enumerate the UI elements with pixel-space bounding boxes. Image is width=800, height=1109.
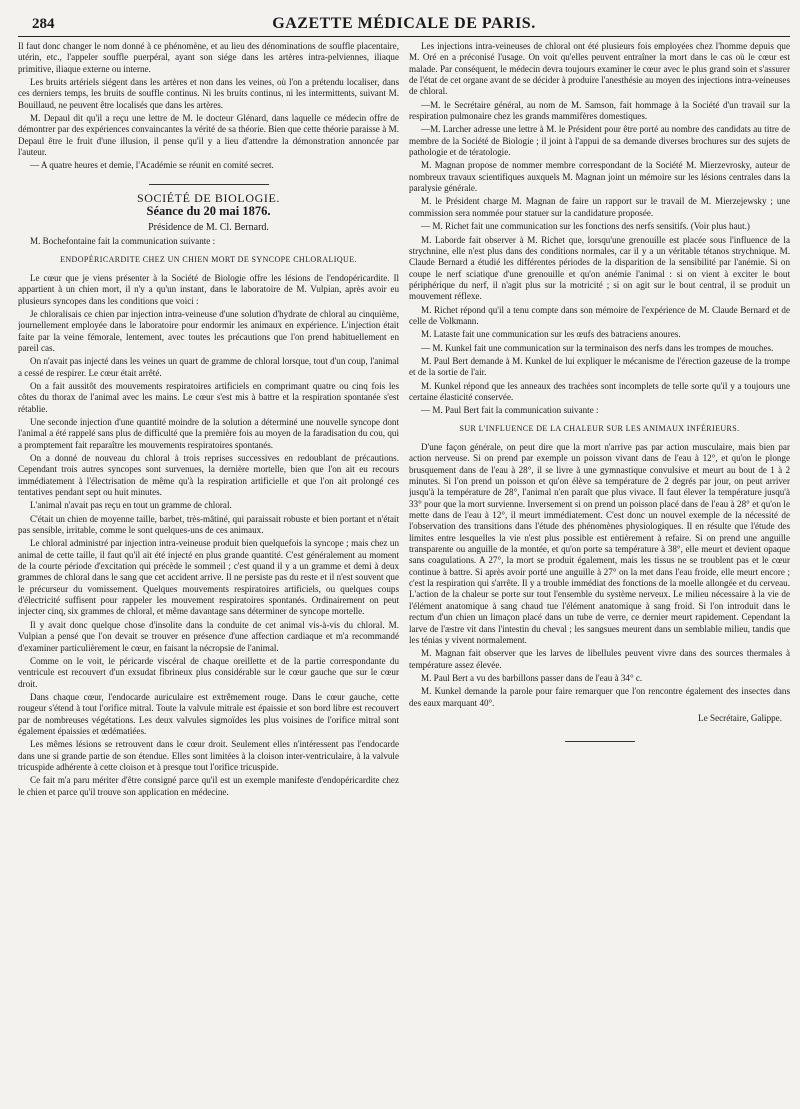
paragraph: M. Magnan fait observer que les larves de libellules peuvent vivre dans des sources thermales à température assez élevée. bbox=[409, 648, 790, 670]
paragraph: Dans chaque cœur, l'endocarde auriculaire est extrêmement rouge. Dans le cœur gauche, cette rougeur s'étend à tout l'orifice mitral. Toute la valvule mitrale est épaissie et son bord libre est recouvert par de nombreuses végétations. Les deux valvules sigmoïdes les plus voisines de l'orifice mitral sont également épaissies et œdématiées. bbox=[18, 691, 399, 736]
paragraph: Les bruits artériels siégent dans les artères et non dans les veines, où l'on a prétendu localiser, dans ces derniers temps, les bruits de souffle continus. Ni les bruits continus, ni les intermittents, suivant M. Bouillaud, ne peuvent être localisés que dans les artères. bbox=[18, 77, 399, 110]
paragraph: — A quatre heures et demie, l'Académie se réunit en comité secret. bbox=[30, 160, 274, 171]
paragraph: On n'avait pas injecté dans les veines un quart de gramme de chloral lorsque, tout d'un coup, l'animal a cessé de respirer. Le cœur était arrêté. bbox=[18, 356, 399, 378]
paragraph: —M. le Secrétaire général, au nom de M. Samson, fait hommage à la Société d'un travail sur la respiration pulmonaire chez les grands mammifères domestiques. bbox=[409, 99, 790, 122]
paragraph: M. Paul Bert a vu des barbillons passer dans de l'eau à 34° c. bbox=[421, 672, 643, 683]
paragraph: M. le Président charge M. Magnan de faire un rapport sur le travail de M. Mierzejewsky ; une commission sera nommée pour statuer sur la candidature proposée. bbox=[409, 196, 790, 218]
paragraph: Les mêmes lésions se retrouvent dans le cœur droit. Seulement elles n'intéressent pas l'endocarde dans une si grande partie de son étendue. Elles sont limitées à la cloison inter-ventriculaire, à la valvule tricuspide adhérente à cette cloison et à presque tout l'orifice tricuspide. bbox=[18, 739, 399, 772]
presidency-line: Présidence de M. Cl. Bernard. bbox=[148, 221, 269, 233]
paragraph: M. Paul Bert demande à M. Kunkel de lui expliquer le mécanisme de l'érection gazeuse de la trompe et de la sortie de l'air. bbox=[409, 355, 790, 378]
paragraph: C'était un chien de moyenne taille, barbet, très-mâtiné, qui paraissait robuste et bien portant et n'était pas sensible, irritable, comme le sont quelques-uns de ces animaux. bbox=[18, 513, 399, 536]
text-columns bbox=[18, 41, 790, 1106]
signature: Le Secrétaire, Galippe. bbox=[698, 712, 782, 723]
paragraph: —M. Larcher adresse une lettre à M. le Président pour être porté au nombre des candidats au titre de membre de la Société de Biologie ; il joint à l'appui de sa demande diverses brochures sur des sujets de pathologie et de tératologie. bbox=[409, 124, 790, 158]
paragraph: On a donné de nouveau du chloral à trois reprises successives en redoublant de précautions. Cependant trois autres syncopes sont survenues, la dernière mortelle, bien que l'on ait eu recours immédiatement à l'électrisation de même qu'à la respiration artificielle et que l'on ait prolongé ces tentatives pendant sept ou huit minutes. bbox=[18, 453, 399, 498]
right-column bbox=[409, 41, 790, 1106]
paragraph: M. Richet répond qu'il a tenu compte dans son mémoire de l'expérience de M. Claude Bernard et de celle de Volkmann. bbox=[409, 304, 790, 326]
paragraph: M. Depaul dit qu'il a reçu une lettre de M. le docteur Glénard, dans laquelle ce médecin offre de démontrer par des expériences convaincantes la vérité de sa théorie. Bien que cette théorie paraisse à M. Depaul être le fruit d'une illusion, il pense qu'il y a lieu d'attendre la démonstration annoncée par l'auteur. bbox=[18, 113, 399, 158]
paragraph: Le cœur que je viens présenter à la Société de Biologie offre les lésions de l'endopéricardite. Il appartient à un chien mort, il n'y a qu'un instant, dans le laboratoire de M. Vulpian, après avoir eu plusieurs syncopes dans les conditions que voici : bbox=[18, 272, 399, 306]
left-column bbox=[18, 41, 399, 1106]
paragraph: M. Kunkel demande la parole pour faire remarquer que l'on rencontre également des insectes dans des eaux marquant 40°. bbox=[409, 686, 790, 708]
paragraph: Les injections intra-veineuses de chloral ont été plusieurs fois employées chez l'homme depuis que M. Oré en a préconisé l'usage. On voit qu'elles peuvent entraîner la mort dans le cas où le cœur est malade. Par conséquent, le médecin devra toujours examiner le cœur avec le plus grand soin et s'assurer de l'état de cet organe avant de se décider à produire l'anesthésie au moyen des injections intra-veineuses de chloral. bbox=[409, 41, 790, 97]
paragraph: D'une façon générale, on peut dire que la mort n'arrive pas par action musculaire, mais bien par action nerveuse. Si on prend par exemple un poisson vivant dans de l'eau à 12°, et qu'on le plonge brusquement dans de l'eau à 28°, il se livre à une gymnastique convulsive et meurt au bout de 1 à 2 minutes. Si l'on prend un poisson et qu'on élève sa température de 2 degrés par jour, on peut arriver jusqu'à la température de 28°, l'animal n'en paraît que plus vivace. Il faut élever la température jusqu'à 33° pour que la mort survienne. Inversement si on prend un poisson placé dans de l'eau à 28° et qu'on le mette dans de l'eau à 12°, il meurt immédiatement. C'est donc un nouvel exemple de la nécessité de l'observation des transitions dans l'étude des phénomènes physiologiques. Il en résulte que l'étude des limites entre lesquelles la vie n'est plus possible est entièrement à refaire. Si on prend une anguille transparente ou anguille de la montée, et qu'on porte sa température à 38°, elle meurt et devient opaque sans coagulations. A 27°, la mort se produit également, mais les tissus ne se troublent pas et le cœur continue à battre. Si après avoir porté une anguille à 27° on la met dans l'eau froide, elle meurt encore ; c'est la respiration qui s'arrête. Il y a trouble immédiat des fonctions de la moelle allongée et du cerveau. L'action de la chaleur se porte sur tout l'ensemble du système nerveux. Le milieu nécessaire à la vie de l'élément anatomique à sang chaud tue l'élément anatomique à sang froid. Si l'on introduit dans le rectum d'un chien un limaçon placé dans un tube de verre, ce dernier meurt rapidement. Cependant la larve de l'æstre vit dans l'intestin du cheval ; les sangsues meurent dans un semblable milieu, tandis que les ténias y vivent normalement. bbox=[409, 442, 790, 645]
paragraph: Comme on le voit, le péricarde viscéral de chaque oreillette et de la partie correspondante du ventricule est recouvert d'un exsudat fibrineux plus considérable sur le cœur gauche que sur le cœur droit. bbox=[18, 655, 399, 689]
paragraph: Il y avait donc quelque chose d'insolite dans la conduite de cet animal vis-à-vis du chloral. M. Vulpian a pensé que l'on devait se trouver en présence d'une affection cardiaque et m'a recommandé d'examiner particulièrement le cœur, en faisant la nécropsie de l'animal. bbox=[18, 619, 399, 653]
paragraph: Une seconde injection d'une quantité moindre de la solution a déterminé une nouvelle syncope dont l'animal a été rappelé sans plus de difficulté que la première fois au moyen de la faradisation du cou, qui a promptement fait reparaître les mouvements respiratoires spontanés. bbox=[18, 416, 399, 450]
journal-title: GAZETTE MÉDICALE DE PARIS. bbox=[272, 15, 536, 32]
paragraph: Il faut donc changer le nom donné à ce phénomène, et au lieu des dénominations de souffle placentaire, utérin, etc., l'appeler souffle puerpéral, ayant son siége dans les artères intra-pelviennes, iliaque primitive, iliaque externe ou interne. bbox=[18, 41, 399, 74]
paragraph: M. Bochefontaine fait la communication suivante : bbox=[30, 236, 216, 247]
paragraph: M. Kunkel répond que les anneaux des trachées sont incomplets de telle sorte qu'il y a toujours une certaine élasticité conservée. bbox=[409, 380, 790, 402]
paragraph: M. Magnan propose de nommer membre correspondant de la Société M. Mierzevrosky, auteur de nombreux travaux scientifiques auxquels M. Magnan joint un mémoire sur les lésions centrales dans la paralysie générale. bbox=[409, 160, 790, 194]
article-subheading: ENDOPÉRICARDITE CHEZ UN CHIEN MORT DE SYNCOPE CHLORALIQUE. bbox=[60, 254, 357, 264]
paragraph: Le chloral administré par injection intra-veineuse produit bien quelquefois la syncope ; mais chez un animal de cette taille, il faut qu'il ait été injecté en plus grande quantité. C'est généralement au moment de la courte période d'excitation qui précède le sommeil ; c'est quand il y a un gramme et demi à deux grammes de chloral dans le sang que cet accident arrive. Il ne persiste pas du reste et il n'est souvent que le précurseur du vomissement. Quelques mouvements respiratoires artificiels, ou quelques coups d'électricité suffisent pour rappeler les mouvement respiratoires spontanés. Ordinairement on peut injecter cinq, six grammes de chloral, et même davantage sans déterminer de syncope mortelle. bbox=[18, 538, 399, 617]
paragraph: Je chloralisais ce chien par injection intra-veineuse d'une solution d'hydrate de chloral au cinquième, journellement employée dans le laboratoire pour endormir les animaux en expérience. L'injection était faite par la veine fémorale, lentement, avec toutes les précautions que l'on prend habituellement en pareil cas. bbox=[18, 308, 399, 353]
paragraph: M. Laborde fait observer à M. Richet que, lorsqu'une grenouille est placée sous l'influence de la strychnine, elle n'est plus dans des conditions normales, car il y a un véritable tétanos strychnique. M. Claude Bernard a étudié les différentes périodes de la disparition de la sensibilité par l'anémie. Si on coupe le nerf sciatique d'une grenouille et qu'on anémie l'animal : si on vient à exciter le bout périphérique du nerf, il n'agit plus sur la motricité ; si on agit sur le bout central, il se produit un mouvement réflexe. bbox=[409, 234, 790, 302]
page-number: 284 bbox=[32, 16, 55, 32]
paragraph: — M. Kunkel fait une communication sur la terminaison des nerfs dans les trompes de mouches. bbox=[421, 342, 774, 353]
paragraph: — M. Richet fait une communication sur les fonctions des nerfs sensitifs. (Voir plus haut.) bbox=[421, 221, 750, 232]
society-title: SOCIÉTÉ DE BIOLOGIE. bbox=[137, 191, 280, 206]
paragraph: Ce fait m'a paru mériter d'être consigné parce qu'il est un exemple manifeste d'endopéricardite chez le chien et parce qu'il trouve son application en médecine. bbox=[18, 775, 399, 797]
end-divider bbox=[409, 734, 790, 745]
article-subheading: SUR L'INFLUENCE DE LA CHALEUR SUR LES ANIMAUX INFÉRIEURS. bbox=[459, 423, 740, 433]
paragraph: L'animal n'avait pas reçu en tout un gramme de chloral. bbox=[30, 500, 232, 511]
paragraph: M. Lataste fait une communication sur les œufs des batraciens anoures. bbox=[421, 329, 681, 340]
paragraph: — M. Paul Bert fait la communication suivante : bbox=[421, 405, 599, 416]
session-title: Séance du 20 mai 1876. bbox=[146, 204, 271, 219]
paragraph: On a fait aussitôt des mouvements respiratoires artificiels en comprimant quatre ou cinq fois les côtes du thorax de l'animal avec les mains. Le cœur s'est mis à battre et la respiration spontanée s'est rétablie. bbox=[18, 380, 399, 414]
page-header bbox=[18, 14, 790, 37]
section-divider bbox=[18, 177, 399, 188]
